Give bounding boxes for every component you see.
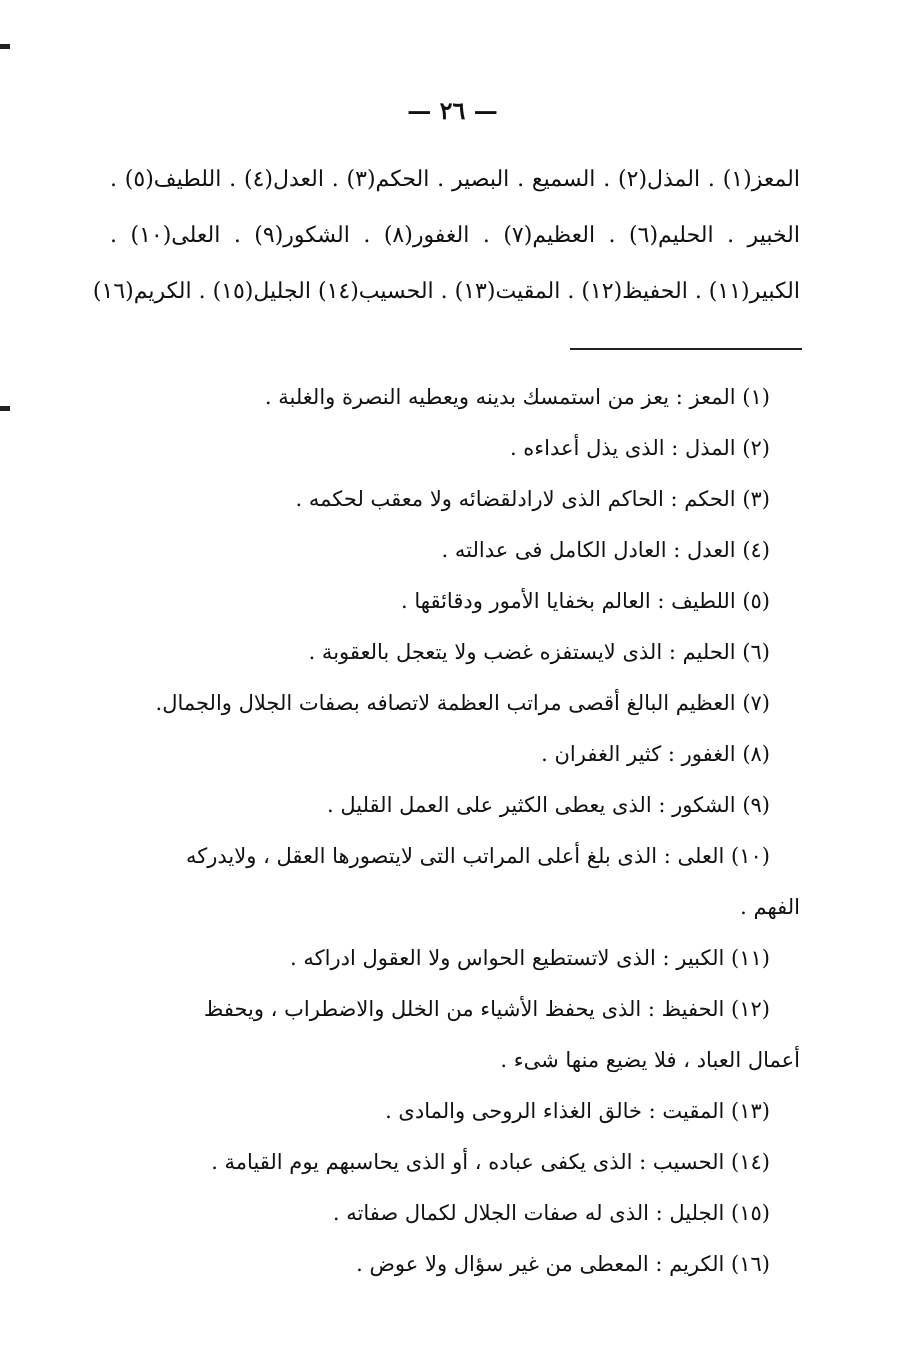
footnote-line: (١٥) الجليل : الذى له صفات الجلال لكمال صفاته . [332,1201,770,1225]
divine-names-list [92,152,800,320]
footnote-line: (٧) العظيم البالغ أقصى مراتب العظمة لاتصافه بصفات الجلال والجمال. [155,691,770,715]
footnote-line: (٢) المذل : الذى يذل أعداءه . [509,436,770,460]
margin-mark-middle [0,406,10,411]
footnote-line: أعمال العباد ، فلا يضيع منها شىء . [500,1048,800,1072]
footnote-line: (١٦) الكريم : المعطى من غير سؤال ولا عوض . [356,1252,770,1276]
footnote-line: (٥) اللطيف : العالم بخفايا الأمور ودقائقها . [401,589,770,613]
names-line: الكبير(١١) . الحفيظ(١٢) . المقيت(١٣) . الحسيب(١٤) الجليل(١٥) . الكريم(١٦) [92,279,800,304]
footnote-line: الفهم . [740,895,800,919]
footnote-line: (١٠) العلى : الذى بلغ أعلى المراتب التى لايتصورها العقل ، ولايدركه [186,844,770,868]
margin-mark-top [0,44,10,49]
names-line: الخبير . الحليم(٦) . العظيم(٧) . الغفور(٨) . الشكور(٩) . العلى(١٠) . [110,223,800,248]
names-line: المعز(١) . المذل(٢) . السميع . البصير . الحكم(٣) . العدل(٤) . اللطيف(٥) . [110,167,800,192]
page-number: — ٢٦ — [407,96,498,125]
footnote-line: (١٢) الحفيظ : الذى يحفظ الأشياء من الخلل والاضطراب ، ويحفظ [203,997,770,1021]
footnote-line: (١٣) المقيت : خالق الغذاء الروحى والمادى . [385,1099,770,1123]
footnote-line: (١) المعز : يعز من استمسك بدينه ويعطيه النصرة والغلبة . [264,385,770,409]
footnote-line: (٩) الشكور : الذى يعطى الكثير على العمل القليل . [327,793,770,817]
footnotes [120,372,800,1290]
footnote-line: (١١) الكبير : الذى لاتستطيع الحواس ولا العقول ادراكه . [290,946,770,970]
footnote-line: (٨) الغفور : كثير الغفران . [541,742,770,766]
footnote-line: (٤) العدل : العادل الكامل فى عدالته . [441,538,770,562]
footnote-line: (١٤) الحسيب : الذى يكفى عباده ، أو الذى يحاسبهم يوم القيامة . [211,1150,770,1174]
footnote-divider [570,348,802,350]
footnote-line: (٣) الحكم : الحاكم الذى لارادلقضائه ولا معقب لحكمه . [295,487,770,511]
footnote-line: (٦) الحليم : الذى لايستفزه غضب ولا يتعجل بالعقوبة . [308,640,770,664]
